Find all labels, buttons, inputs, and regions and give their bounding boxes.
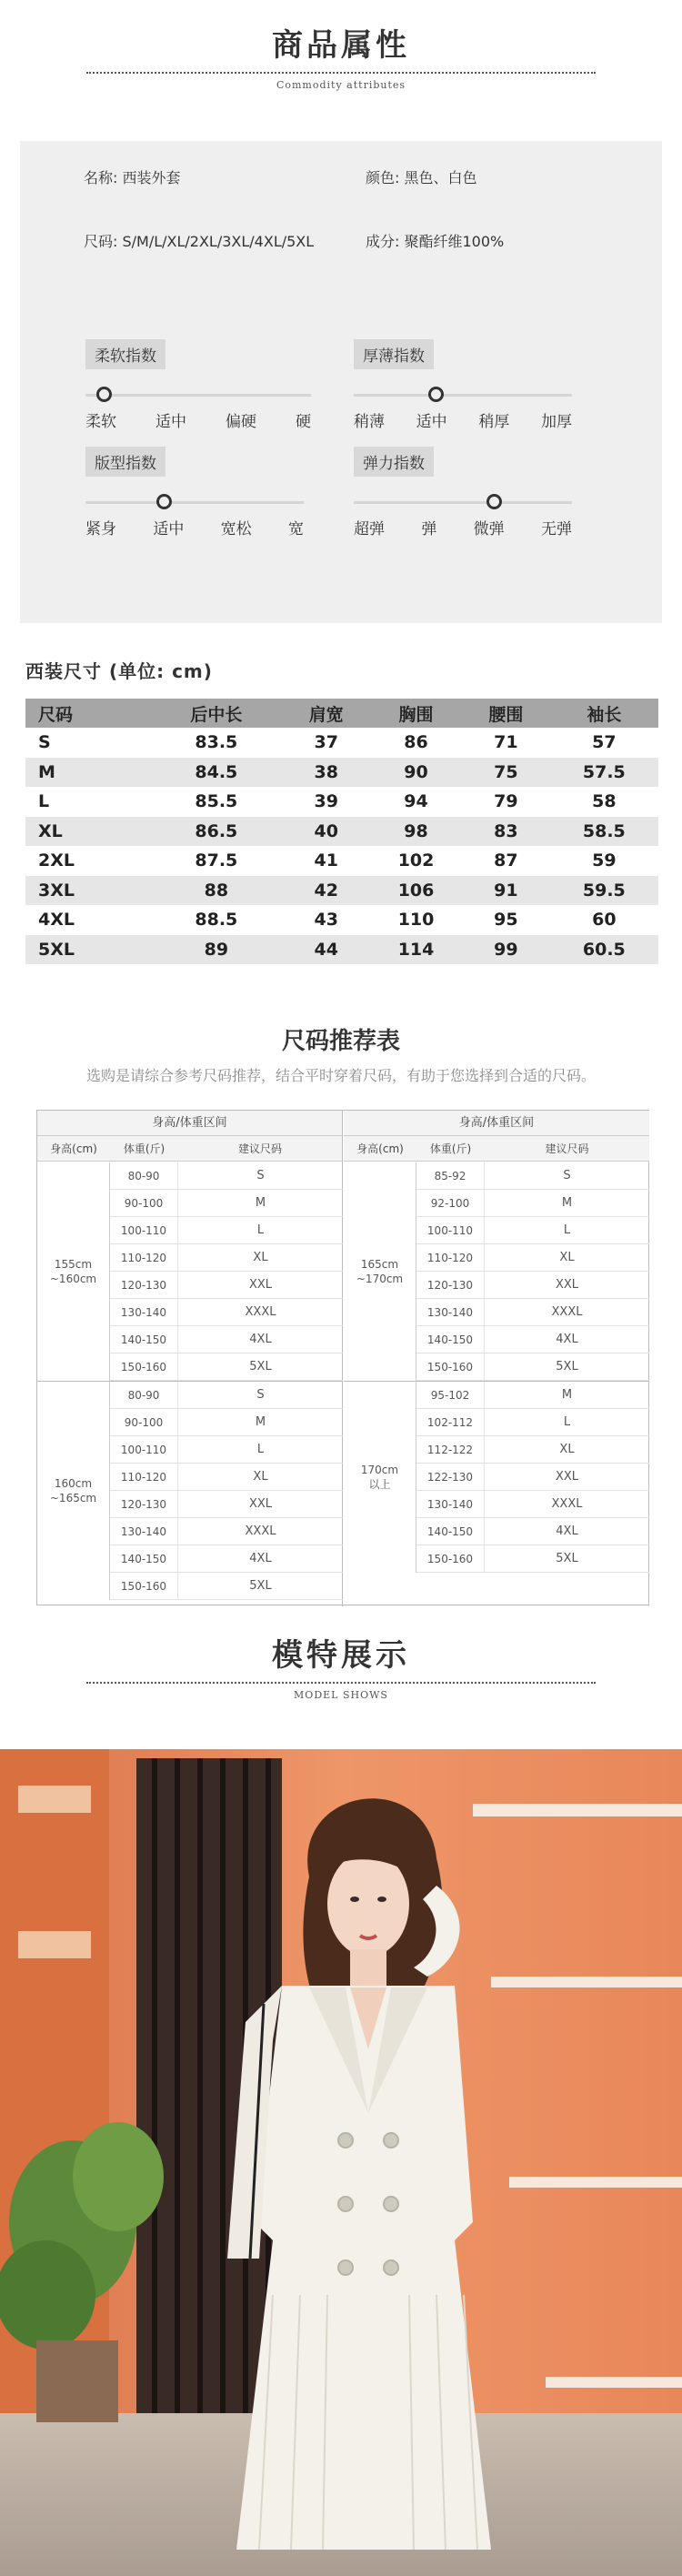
weight-range: 80-90 [110,1162,178,1189]
table-cell: 90 [370,758,462,788]
suggested-size: 5XL [249,1360,272,1374]
table-cell: 60 [592,910,617,931]
table-cell: 87 [494,850,518,871]
recommend-left-half [37,1111,343,1606]
suggested-size: 4XL [556,1524,578,1538]
weight-range: 140-150 [110,1326,178,1353]
fit-scale [85,488,304,543]
attr-material: 成分: 聚酯纤维100% [366,233,505,250]
attr-color: 颜色: 黑色、白色 [366,169,477,186]
recommend-header: 身高/体重区间 [344,1111,649,1136]
thickness-index-tag: 厚薄指数 [354,339,434,369]
table-cell: 95 [494,910,518,931]
suggested-size: L [256,1223,265,1237]
attr-section-subtitle: Commodity attributes [276,79,406,91]
suggested-size: XXXL [551,1305,583,1319]
col-header: 尺码 [25,699,150,728]
table-cell: 99 [462,935,550,965]
table-cell: 42 [282,876,370,906]
weight-range: 90-100 [110,1409,178,1435]
recommend-subheader [37,1136,342,1162]
softness-scale [85,381,311,436]
divider [86,72,596,74]
attributes-panel [20,141,662,623]
weight-range: 102-112 [416,1409,485,1435]
weight-range: 122-130 [416,1464,485,1490]
suggested-size: S [256,1388,265,1402]
table-cell: 86.5 [150,817,282,847]
weight-range: 110-120 [110,1464,178,1490]
table-row [25,817,658,847]
table-row [25,728,658,758]
scale-track [85,394,311,397]
recommend-row [416,1272,649,1299]
recommend-row [110,1326,343,1353]
height-header: 身高(cm) [50,1142,97,1155]
model-section-subtitle: MODEL SHOWS [294,1689,388,1701]
table-cell: 39 [314,791,338,812]
scale-label: 适中 [155,413,186,431]
recommend-right-half [344,1111,649,1606]
suggested-size: 4XL [249,1552,272,1565]
table-cell: 91 [462,876,550,906]
recommend-group [37,1382,343,1600]
weight-range: 95-102 [416,1382,485,1408]
table-cell: 85.5 [195,791,238,812]
weight-range: 150-160 [110,1353,178,1380]
recommend-row [416,1409,649,1436]
table-cell: 59 [592,850,617,871]
suggested-size: S [256,1169,265,1182]
size-table-caption: 西装尺寸 (单位: cm) [25,660,213,682]
weight-range: 150-160 [416,1353,485,1380]
weight-range: 140-150 [110,1545,178,1572]
table-cell: 86 [404,732,428,753]
table-row [25,787,658,817]
attr-section-title: 商品属性 [272,27,410,64]
weight-range: 120-130 [110,1491,178,1517]
attr-size: 尺码: S/M/L/XL/2XL/3XL/4XL/5XL [84,233,315,250]
col-header: 腰围 [462,699,550,728]
table-cell: 41 [314,850,338,871]
table-cell: 88 [150,876,282,906]
suggested-size: M [561,1388,573,1402]
table-cell: 98 [370,817,462,847]
weight-range: 130-140 [110,1299,178,1325]
weight-range: 150-160 [110,1573,178,1599]
table-cell: 44 [282,935,370,965]
recommend-row [110,1409,343,1436]
table-row [25,846,658,876]
suggested-size: L [563,1415,571,1429]
model-section-header [0,1630,682,1701]
suggested-size: M [561,1196,573,1210]
weight-header: 体重(斤) [429,1142,472,1155]
scale-track [354,501,572,504]
scale-label: 加厚 [540,413,572,431]
recommend-row [110,1464,343,1491]
recommend-group [344,1162,649,1381]
recommend-table [36,1110,649,1605]
height-range: 160cm ~165cm [37,1382,110,1600]
height-range: 155cm ~160cm [37,1162,110,1381]
recommend-row [110,1299,343,1326]
divider [86,1682,596,1684]
recommend-row [110,1382,343,1409]
suggested-size: L [256,1443,265,1456]
suggested-size: XXXL [245,1305,276,1319]
suggested-size: XXL [248,1497,273,1511]
suggested-size: XL [253,1470,268,1484]
table-cell: 83.5 [195,732,238,753]
recommend-row [110,1436,343,1464]
table-cell: 38 [282,758,370,788]
recommend-row [110,1491,343,1518]
scale-label: 宽松 [220,520,252,538]
table-cell: 40 [282,817,370,847]
col-header: 肩宽 [282,699,370,728]
scale-label: 无弹 [540,520,572,538]
scale-track [85,501,304,504]
weight-range: 90-100 [110,1190,178,1216]
table-cell: 94 [404,791,428,812]
table-cell: 88.5 [195,910,238,931]
table-cell: 43 [314,910,338,931]
table-cell: 58 [592,791,617,812]
weight-range: 150-160 [416,1545,485,1572]
recommend-row [110,1518,343,1545]
weight-range: 110-120 [110,1244,178,1271]
table-cell: 4XL [38,910,75,931]
weight-range: 110-120 [416,1244,485,1271]
recommend-row [416,1162,649,1190]
recommend-title: 尺码推荐表 [281,1028,400,1055]
scale-label: 紧身 [85,520,116,538]
attr-section-header [0,20,682,91]
suggested-size: M [255,1415,266,1429]
recommend-row [110,1162,343,1190]
table-cell: 59.5 [550,876,658,906]
softness-index-tag: 柔软指数 [85,339,165,369]
weight-range: 80-90 [110,1382,178,1408]
scale-label: 宽 [287,520,304,538]
table-cell: 58.5 [550,817,658,847]
suggested-size: S [563,1169,571,1182]
table-cell: 102 [397,850,435,871]
table-cell: 3XL [25,876,150,906]
scale-label: 偏硬 [226,413,256,431]
scale-label: 超弹 [354,520,385,538]
table-cell: 84.5 [150,758,282,788]
model-photo-illustration [0,1749,682,2576]
scale-label: 微弹 [473,520,505,538]
suggested-size: XL [253,1251,268,1264]
recommend-row [110,1190,343,1217]
table-cell: 79 [494,791,518,812]
weight-range: 100-110 [416,1217,485,1243]
table-cell: 57.5 [550,758,658,788]
weight-range: 100-110 [110,1436,178,1463]
table-cell: XL [25,817,150,847]
model-section-title: 模特展示 [272,1637,410,1674]
suggested-size: XXXL [551,1497,583,1511]
recommend-row [110,1573,343,1600]
table-cell: 60.5 [550,935,658,965]
table-cell: 37 [314,732,338,753]
weight-range: 130-140 [110,1518,178,1545]
suggested-size: 5XL [249,1579,272,1593]
recommend-row [416,1190,649,1217]
table-cell: M [25,758,150,788]
height-header: 身高(cm) [356,1142,404,1155]
table-row [25,876,658,906]
recommend-row [416,1436,649,1464]
table-cell: 106 [370,876,462,906]
recommend-row [416,1518,649,1545]
recommend-row [416,1353,649,1381]
height-range: 170cm 以上 [344,1382,416,1573]
suggested-size: XXL [555,1278,579,1292]
table-header-row [25,699,658,728]
recommend-row [416,1545,649,1573]
suggested-size: XXL [248,1278,273,1292]
weight-range: 140-150 [416,1518,485,1545]
weight-range: 92-100 [416,1190,485,1216]
recommend-group [344,1382,649,1573]
scale-label: 弹 [421,520,437,538]
scale-track [354,394,572,397]
size-header: 建议尺码 [545,1142,589,1155]
suggested-size: XL [559,1443,575,1456]
col-header: 后中长 [150,699,282,728]
weight-range: 112-122 [416,1436,485,1463]
table-cell: 89 [150,935,282,965]
weight-range: 100-110 [110,1217,178,1243]
recommend-row [416,1217,649,1244]
fit-index-tag: 版型指数 [85,447,165,477]
weight-range: 120-130 [110,1272,178,1298]
col-header: 袖长 [550,699,658,728]
scale-label: 稍厚 [478,413,510,431]
weight-range: 85-92 [416,1162,485,1189]
recommend-row [110,1217,343,1244]
scale-indicator [428,387,444,402]
scale-label: 适中 [153,520,185,538]
table-row [25,758,658,788]
table-cell: 2XL [38,850,75,871]
weight-range: 130-140 [416,1491,485,1517]
table-cell: S [38,732,51,753]
recommend-row [416,1299,649,1326]
recommend-note: 选购是请综合参考尺码推荐，结合平时穿着尺码，有助于您选择到合适的尺码。 [85,1067,596,1084]
scale-label: 稍薄 [354,413,385,431]
recommend-row [110,1272,343,1299]
table-cell: 110 [397,910,435,931]
recommend-subheader [344,1136,649,1162]
recommend-row [110,1545,343,1573]
attr-name: 名称: 西装外套 [84,169,181,186]
recommend-row [416,1244,649,1272]
table-cell: 83 [462,817,550,847]
size-header: 建议尺码 [237,1142,282,1155]
suggested-size: 5XL [556,1360,578,1374]
recommend-header: 身高/体重区间 [37,1111,342,1136]
table-cell: 75 [462,758,550,788]
table-cell: 5XL [25,935,150,965]
recommend-row [416,1491,649,1518]
table-cell: 71 [494,732,518,753]
weight-header: 体重(斤) [123,1142,165,1155]
table-cell: L [38,791,50,812]
weight-range: 140-150 [416,1326,485,1353]
table-cell: 57 [592,732,617,753]
suggested-size: L [563,1223,571,1237]
table-row [25,935,658,965]
suggested-size: 5XL [556,1552,578,1565]
recommend-row [110,1244,343,1272]
col-header: 胸围 [370,699,462,728]
recommend-row [416,1382,649,1409]
recommend-row [416,1464,649,1491]
recommend-group [37,1162,343,1381]
table-cell: 114 [370,935,462,965]
suggested-size: M [255,1196,266,1210]
suggested-size: XL [559,1251,575,1264]
weight-range: 120-130 [416,1272,485,1298]
height-range: 165cm ~170cm [344,1162,416,1381]
recommend-row [416,1326,649,1353]
size-table [25,699,658,964]
elasticity-scale [354,488,572,543]
thickness-scale [354,381,572,436]
scale-indicator [96,387,112,402]
recommend-row [110,1353,343,1381]
suggested-size: 4XL [556,1333,578,1346]
table-row [25,905,658,935]
scale-label: 柔软 [85,413,116,431]
scale-indicator [156,494,172,509]
weight-range: 130-140 [416,1299,485,1325]
elasticity-index-tag: 弹力指数 [354,447,434,477]
scale-indicator [486,494,502,509]
suggested-size: 4XL [249,1333,272,1346]
model-photo [0,1749,682,2576]
scale-label: 硬 [296,413,311,431]
scale-label: 适中 [416,413,447,431]
suggested-size: XXXL [245,1524,276,1538]
suggested-size: XXL [555,1470,579,1484]
table-cell: 87.5 [195,850,238,871]
